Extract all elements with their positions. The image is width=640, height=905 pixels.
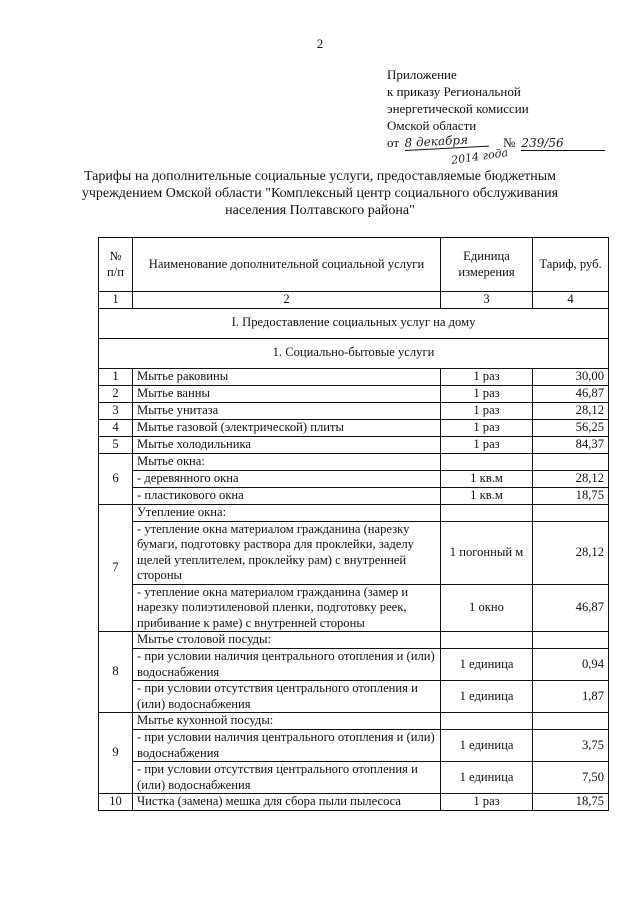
row-unit: 1 раз (441, 402, 533, 419)
row-num: 7 (99, 504, 133, 632)
empty-cell (533, 713, 609, 730)
table-row (99, 385, 609, 402)
row-num: 1 (99, 368, 133, 385)
column-index-row (99, 292, 609, 309)
row-num: 5 (99, 436, 133, 453)
row-unit: 1 единица (441, 681, 533, 713)
row-num: 4 (99, 419, 133, 436)
order-line (387, 132, 605, 167)
table-row (99, 504, 609, 521)
empty-cell (441, 504, 533, 521)
subsection-title: 1. Социально-бытовые услуги (99, 338, 609, 368)
row-unit: 1 раз (441, 419, 533, 436)
empty-cell (441, 713, 533, 730)
row-name: Мытье холодильника (133, 436, 441, 453)
row-price: 30,00 (533, 368, 609, 385)
header-num: № п/п (99, 238, 133, 292)
appendix-line: Приложение (387, 67, 457, 82)
header-price: Тариф, руб. (533, 238, 609, 292)
row-name: - утепление окна материалом гражданина (нарезку бумаги, подготовку раствора для проклейки, заделу щелей утеплителем, проклейку рам) с внутренней стороны (133, 521, 441, 584)
row-unit: 1 кв.м (441, 470, 533, 487)
header-name: Наименование дополнительной социальной услуги (133, 238, 441, 292)
tariffs-table (98, 237, 609, 811)
group-title: Утепление окна: (133, 504, 441, 521)
group-title: Мытье окна: (133, 453, 441, 470)
order-from-label: от (387, 135, 400, 150)
row-price: 7,50 (533, 762, 609, 794)
row-unit: 1 кв.м (441, 487, 533, 504)
row-unit: 1 раз (441, 368, 533, 385)
row-name: - при условии наличия центрального отопления и (или) водоснабжения (133, 730, 441, 762)
table-row (99, 470, 609, 487)
row-price: 28,12 (533, 470, 609, 487)
group-title: Мытье кухонной посуды: (133, 713, 441, 730)
table-row (99, 368, 609, 385)
row-price: 0,94 (533, 649, 609, 681)
row-price: 46,87 (533, 385, 609, 402)
column-index: 2 (133, 292, 441, 309)
row-unit: 1 раз (441, 385, 533, 402)
table-row (99, 632, 609, 649)
table-row (99, 713, 609, 730)
appendix-block (387, 66, 605, 167)
row-name: Мытье ванны (133, 385, 441, 402)
column-index: 4 (533, 292, 609, 309)
section-row (99, 308, 609, 338)
order-number-sign: № (503, 135, 516, 150)
empty-cell (533, 504, 609, 521)
table-row (99, 402, 609, 419)
table-row (99, 487, 609, 504)
row-price: 46,87 (533, 584, 609, 632)
row-num: 9 (99, 713, 133, 794)
section-title: I. Предоставление социальных услуг на дому (99, 308, 609, 338)
appendix-line: к приказу Региональной (387, 84, 521, 99)
row-price: 28,12 (533, 402, 609, 419)
order-year-handwritten: 2014 года (450, 146, 509, 167)
table-row (99, 521, 609, 584)
row-price: 18,75 (533, 487, 609, 504)
table-row (99, 453, 609, 470)
group-title: Мытье столовой посуды: (133, 632, 441, 649)
row-name: - пластикового окна (133, 487, 441, 504)
row-price: 28,12 (533, 521, 609, 584)
row-unit: 1 окно (441, 584, 533, 632)
document-title: Тарифы на дополнительные социальные услуги, предоставляемые бюджетным учреждением Омской области "Комплексный центр социального обслуживания населения Полтавского района" (81, 169, 559, 218)
order-date-handwritten: 8 декабря (404, 132, 489, 151)
row-num: 3 (99, 402, 133, 419)
row-price: 18,75 (533, 794, 609, 811)
row-unit: 1 погонный м (441, 521, 533, 584)
column-index: 3 (441, 292, 533, 309)
table-header-row (99, 238, 609, 292)
empty-cell (441, 453, 533, 470)
row-name: Мытье раковины (133, 368, 441, 385)
row-num: 10 (99, 794, 133, 811)
row-name: - утепление окна материалом гражданина (замер и нарезку полиэтиленовой пленки, подготовку реек, прибивание к раме) с внутренней стороны (133, 584, 441, 632)
row-unit: 1 раз (441, 436, 533, 453)
row-unit: 1 единица (441, 730, 533, 762)
row-name: - при условии отсутствия центрального отопления и (или) водоснабжения (133, 681, 441, 713)
header-unit: Единица измерения (441, 238, 533, 292)
row-name: - при условии наличия центрального отопления и (или) водоснабжения (133, 649, 441, 681)
row-price: 1,87 (533, 681, 609, 713)
appendix-line: энергетической комиссии (387, 101, 529, 116)
row-name: Чистка (замена) мешка для сбора пыли пылесоса (133, 794, 441, 811)
table-row (99, 681, 609, 713)
row-price: 56,25 (533, 419, 609, 436)
table-row (99, 419, 609, 436)
order-number-handwritten: 239/56 (521, 136, 605, 151)
table-row (99, 584, 609, 632)
row-name: Мытье унитаза (133, 402, 441, 419)
empty-cell (533, 453, 609, 470)
row-num: 8 (99, 632, 133, 713)
row-num: 2 (99, 385, 133, 402)
subsection-row (99, 338, 609, 368)
row-unit: 1 раз (441, 794, 533, 811)
table-row (99, 436, 609, 453)
appendix-line: Омской области (387, 118, 477, 133)
row-unit: 1 единица (441, 762, 533, 794)
table-row (99, 649, 609, 681)
empty-cell (441, 632, 533, 649)
column-index: 1 (99, 292, 133, 309)
table-row (99, 730, 609, 762)
row-unit: 1 единица (441, 649, 533, 681)
row-price: 84,37 (533, 436, 609, 453)
row-name: - при условии отсутствия центрального отопления и (или) водоснабжения (133, 762, 441, 794)
row-price: 3,75 (533, 730, 609, 762)
row-num: 6 (99, 453, 133, 504)
row-name: Мытье газовой (электрической) плиты (133, 419, 441, 436)
empty-cell (533, 632, 609, 649)
table-row (99, 762, 609, 794)
table-row (99, 794, 609, 811)
row-name: - деревянного окна (133, 470, 441, 487)
page-number: 2 (316, 36, 324, 51)
